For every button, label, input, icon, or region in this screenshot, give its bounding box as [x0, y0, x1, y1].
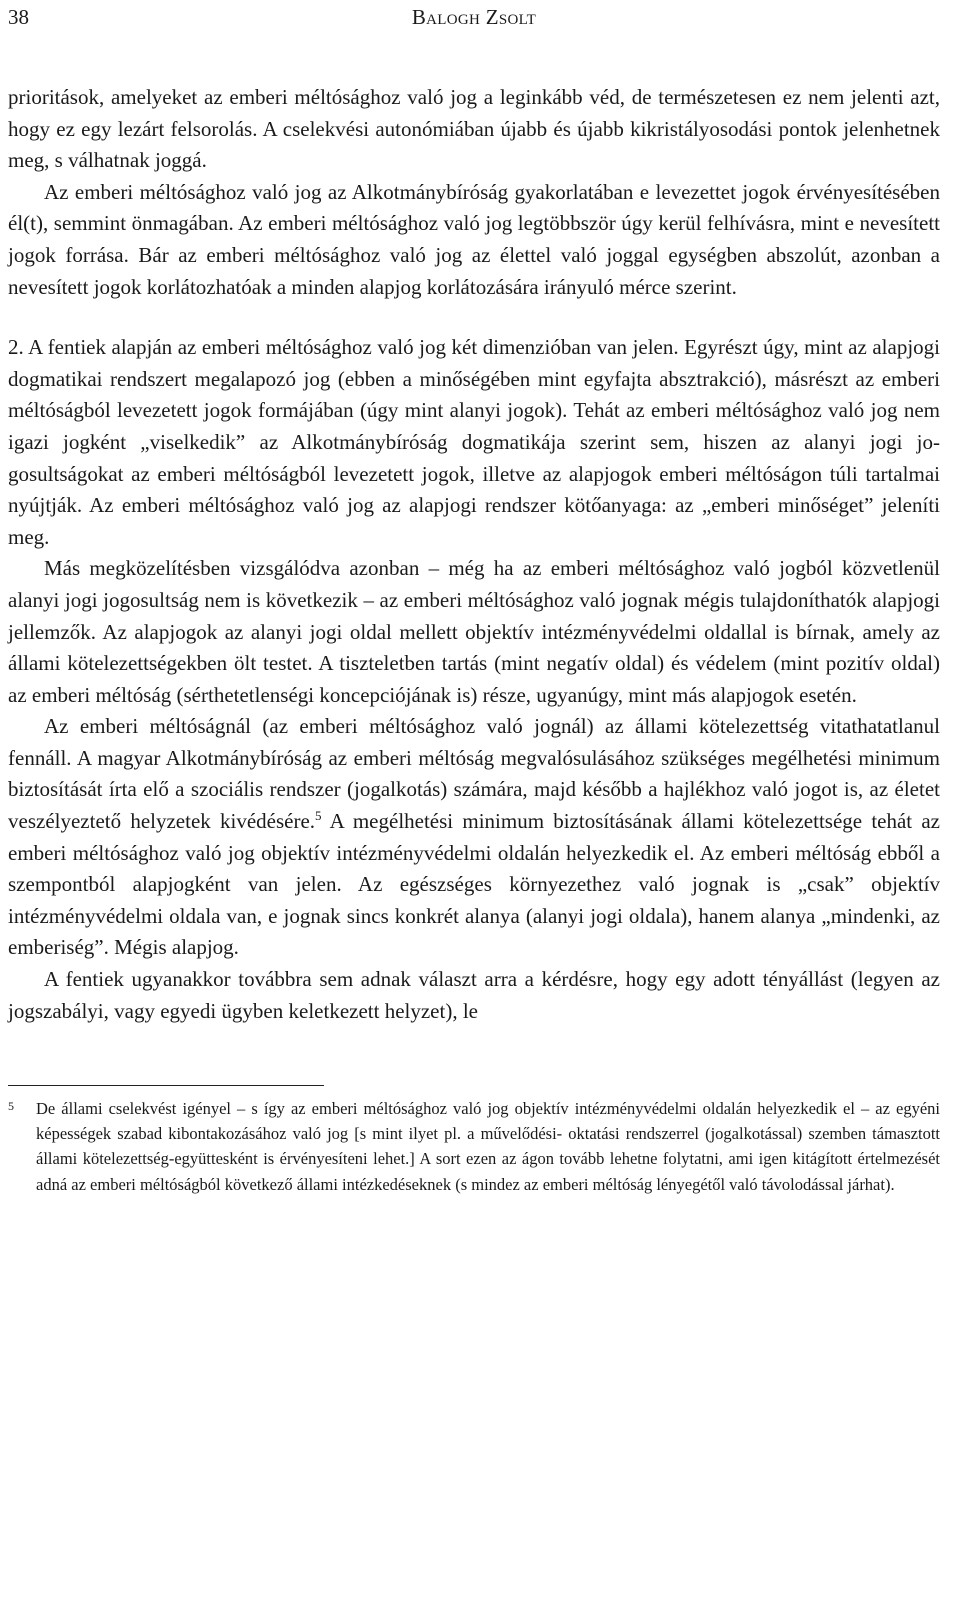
paragraph-6: A fentiek ugyanakkor továbbra sem adnak választ arra a kérdésre, hogy egy adott tényállást (legyen az jogszabályi, vagy egyedi ügyben keletkezett helyzet), le	[8, 967, 940, 1023]
document-page	[8, 0, 940, 1197]
footnote-mark: 5	[8, 1099, 14, 1114]
paragraph-5-text-a: Az emberi méltóságnál (az emberi méltósághoz való jognál) az állami kötelezettség vitathatatlanul fennáll. A magyar Alkotmánybíróság az emberi méltóság megvalósulásához szükséges megélhetési minimum biztosítását írta elő a szociális rendszer (jogalkotás) számára, majd később a hajlékhoz való jogot is, az életet veszélyeztető helyzetek kivédésére.	[8, 714, 940, 834]
footnote-reference[interactable]: 5	[315, 808, 322, 824]
page-number: 38	[8, 5, 29, 29]
body-text	[8, 82, 940, 1027]
footnotes	[8, 1096, 940, 1196]
page-header	[8, 2, 940, 36]
running-head-author: Balogh Zsolt	[411, 5, 537, 29]
paragraph-5	[8, 711, 940, 964]
paragraph-1: prioritások, amelyeket az emberi méltósághoz való jog a leginkább véd, de természetesen ez nem jelenti azt, hogy ez egy lezárt felsorolás. A cselekvési autonómiában újabb és újabb kikristályosodási pontok jelenhetnek meg, s válhatnak joggá.	[8, 85, 940, 173]
footnote-divider	[8, 1085, 324, 1086]
paragraph-4: Más megközelítésben vizsgálódva azonban – még ha az emberi méltósághoz való jogból közvetlenül alanyi jogi jogosultság nem is következik – az emberi méltósághoz való jognak mégis tulajdoníthatók alapjogi jellemzők. Az alapjogok az alanyi jogi oldal mellett objektív intézményvédelmi oldallal is bírnak, amely az állami kötelezettségekben ölt testet. A tiszteletben tartás (mint negatív oldal) és védelem (mint pozitív oldal) az emberi méltóság (sérthetetlenségi koncepciójának is) része, ugyanúgy, mint más alapjogok esetén.	[8, 556, 940, 707]
paragraph-2: Az emberi méltósághoz való jog az Alkotmánybíróság gyakorlatában e levezettet jogok érvényesítésében él(t), semmint önmagában. Az emberi méltósághoz való jog legtöbbször úgy kerül felhívásra, mint e nevesített jogok forrása. Bár az emberi méltósághoz való jog az élettel való joggal egységben abszolút, azonban a nevesített jogok korlátozhatóak a minden alapjog korlátozására irányuló mérce szerint.	[8, 179, 940, 299]
footnote-5	[8, 1096, 940, 1196]
paragraph-3: 2. A fentiek alapján az emberi méltósághoz való jog két dimenzióban van jelen. Egyrészt úgy, mint az alapjogi dogmatikai rendszert megalapozó jog (ebben a minőségében mint egyfajta absztrakció), másrészt az emberi méltóságból levezetett jogok formájában (úgy mint alanyi jogok). Tehát az emberi méltósághoz való jog nem igazi jogként „viselkedik” az Alkotmánybíróság dogmatikája szerint sem, hiszen az alanyi jogi jogosultságokat az emberi méltóságból levezetett jogok, illetve az alapjogok emberi méltóságon túli tartalmai nyújtják. Az emberi méltósághoz való jog az alapjogi rendszer kötőanyaga: az „emberi minőséget” jeleníti meg.	[8, 335, 940, 549]
paragraph-5-text-b: A megélhetési minimum biztosításának állami kötelezettsége tehát az emberi méltósághoz való jog objektív intézményvédelmi oldalán helyezkedik el. Az emberi méltóság ebből a szempontból alapjogként van jelen. Az egészséges környezethez való jognak is „csak” objektív intézményvédelmi oldala van, e jognak sincs konkrét alanya (alanyi jogi oldala), hanem alanya „mindenki, az emberiség”. Mégis alapjog.	[8, 809, 940, 960]
footnote-text: De állami cselekvést igényel – s így az emberi méltósághoz való jog objektív intézményvédelmi oldalán helyezkedik el – az egyéni képességek szabad kibontakozásához való jog [s mint ilyet pl. a művelődési- oktatási rendszerrel (jogalkotással) szemben támasztott állami kötelezettség-együttesként is érvényesíteni lehet.] A sort ezen az ágon tovább lehetne folytatni, ami igen kitágított értelmezését adná az emberi méltóságból következő állami intézkedéseknek (s mindez az emberi méltóság lényegétől való távolodással járhat).	[36, 1099, 940, 1194]
